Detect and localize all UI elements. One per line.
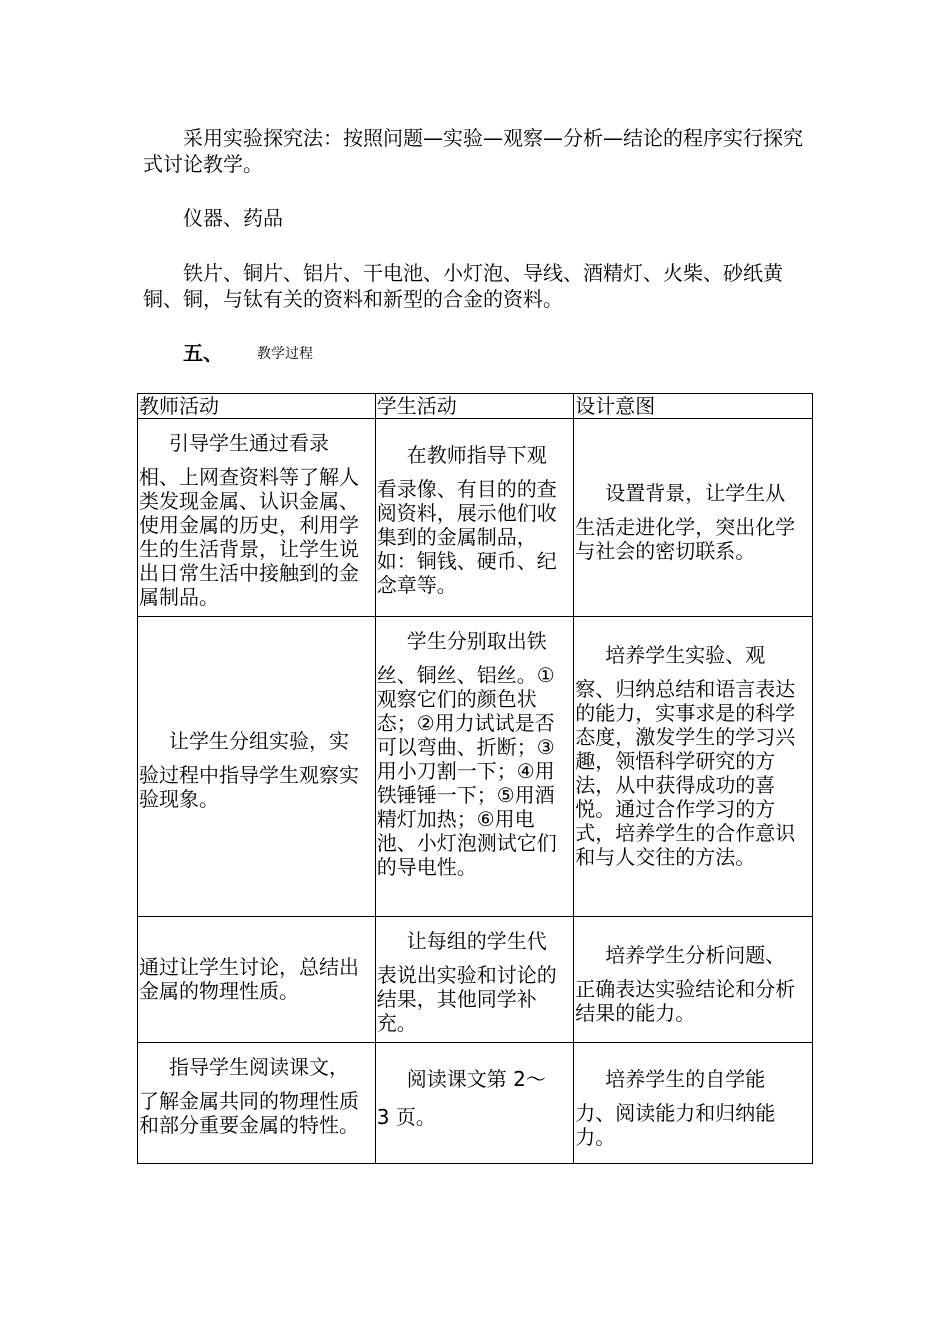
student-activity-cell [375, 617, 573, 917]
teacher-activity-text: 相、上网查资料等了解人类发现金属、认识金属、使用金属的历史，利用学生的生活背景，让学生说出日常生活中接触到的金属制品。 [139, 465, 359, 609]
student-activity-text: 看录像、有目的的查阅资料，展示他们收集到的金属制品，如：铜钱、硬币、纪念章等。 [376, 477, 557, 597]
header-student-activity: 学生活动 [375, 394, 573, 419]
section-heading [183, 340, 313, 367]
student-activity-first-line: 学生分别取出铁 [406, 629, 547, 653]
student-activity-first-line: 阅读课文第 2～ [406, 1067, 546, 1091]
table-row [138, 1043, 813, 1164]
table-header-row [138, 394, 813, 419]
teacher-activity-first-line: 让学生分组实验，实 [169, 729, 349, 753]
student-activity-first-line: 让每组的学生代 [406, 929, 547, 953]
student-activity-cell [375, 917, 573, 1043]
instruments-heading: 仪器、药品 [183, 206, 283, 230]
teacher-activity-text: 验过程中指导学生观察实验现象。 [139, 763, 359, 811]
design-intent-text: 察、归纳总结和语言表达的能力，实事求是的科学态度，激发学生的学习兴趣，领悟科学研究的方法，从中获得成功的喜悦。通过合作学习的方式，培养学生的合作意识和与人交往的方法。 [575, 677, 796, 869]
teaching-process-table [137, 393, 813, 1164]
instruments-list-paragraph: 铁片、铜片、铝片、干电池、小灯泡、导线、酒精灯、火柴、砂纸黄铜、铜，与钛有关的资料和新型的合金的资料。 [143, 261, 783, 311]
student-activity-text: 表说出实验和讨论的结果，其他同学补充。 [376, 963, 557, 1035]
student-activity-cell [375, 419, 573, 617]
design-intent-first-line: 培养学生的自学能 [605, 1067, 766, 1091]
table-row [138, 617, 813, 917]
table-row [138, 917, 813, 1043]
teacher-activity-cell [138, 419, 376, 617]
teacher-activity-cell [138, 917, 376, 1043]
header-teacher-activity: 教师活动 [138, 394, 376, 419]
design-intent-text: 正确表达实验结论和分析结果的能力。 [575, 977, 796, 1025]
header-design-intent: 设计意图 [574, 394, 813, 419]
teacher-activity-first-line: 引导学生通过看录 [169, 431, 329, 455]
student-activity-text: 丝、铜丝、铝丝。①观察它们的颜色状态；②用力试试是否可以弯曲、折断；③用小刀割一下；④用铁锤锤一下；⑤用酒精灯加热；⑥用电池、小灯泡测试它们的导电性。 [376, 663, 557, 879]
design-intent-first-line: 培养学生分析问题、 [605, 943, 786, 967]
design-intent-text: 生活走进化学，突出化学与社会的密切联系。 [575, 515, 796, 563]
student-activity-cell [375, 1043, 573, 1164]
design-intent-cell [574, 917, 813, 1043]
design-intent-cell [574, 617, 813, 917]
student-activity-first-line: 在教师指导下观 [406, 443, 547, 467]
teacher-activity-text: 通过让学生讨论，总结出金属的物理性质。 [139, 955, 359, 1003]
teacher-activity-cell [138, 617, 376, 917]
design-intent-text: 力、阅读能力和归纳能力。 [575, 1101, 776, 1149]
table-row [138, 419, 813, 617]
design-intent-cell [574, 1043, 813, 1164]
section-number: 五、 [183, 341, 223, 365]
design-intent-first-line: 培养学生实验、观 [605, 643, 766, 667]
method-paragraph: 采用实验探究法：按照问题—实验—观察—分析—结论的程序实行探究式讨论教学。 [143, 126, 803, 176]
student-activity-text: 3 页。 [376, 1105, 436, 1129]
section-title: 教学过程 [257, 346, 313, 362]
design-intent-first-line: 设置背景，让学生从 [605, 481, 786, 505]
teacher-activity-cell [138, 1043, 376, 1164]
teacher-activity-first-line: 指导学生阅读课文， [169, 1055, 349, 1079]
teacher-activity-text: 了解金属共同的物理性质和部分重要金属的特性。 [139, 1089, 359, 1137]
design-intent-cell [574, 419, 813, 617]
